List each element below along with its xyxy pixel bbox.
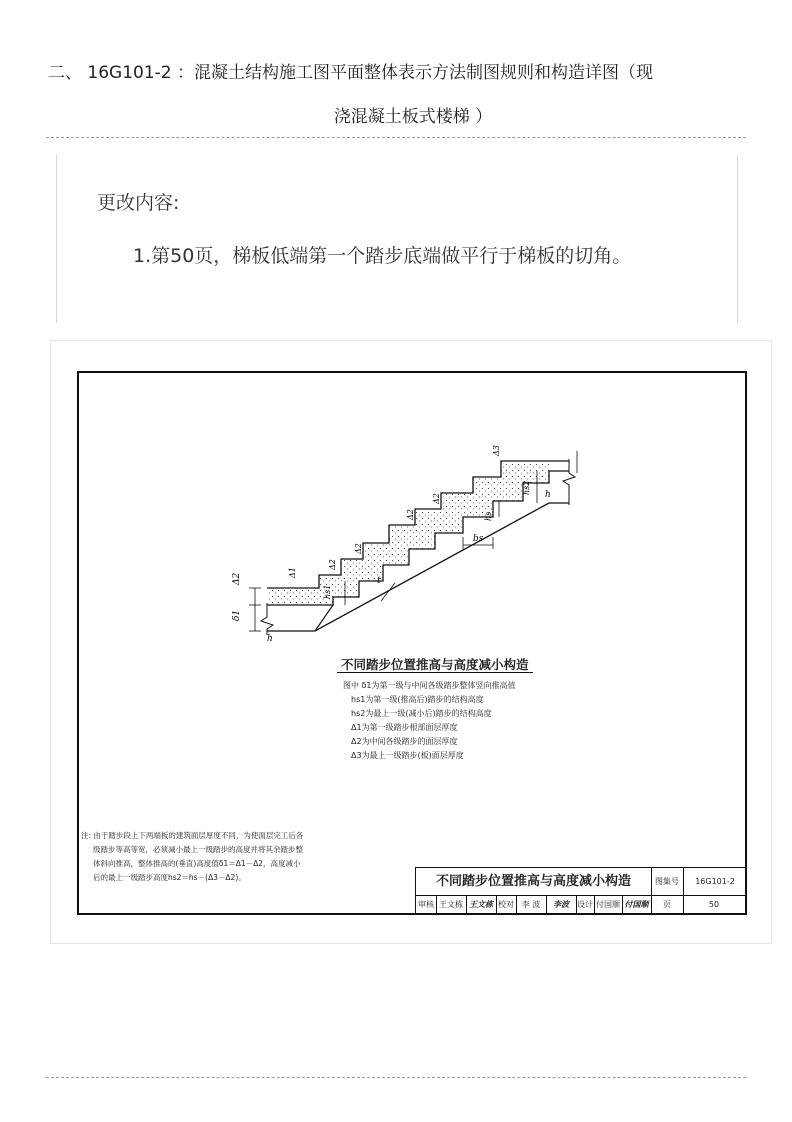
dashed-divider-bottom	[46, 1077, 746, 1078]
atlas-number: 16G101-2	[695, 877, 735, 886]
page-heading	[48, 58, 748, 132]
checker-name: 李 波	[516, 895, 547, 914]
check-label: 校对	[496, 895, 517, 914]
dim-d2-1: Δ2	[328, 559, 337, 570]
change-notice-box	[56, 155, 738, 323]
drawing-sheet	[77, 371, 747, 915]
dim-delta2-left: Δ2	[232, 572, 242, 585]
designer-name: 付国顺	[594, 895, 623, 914]
finish-layer	[269, 461, 549, 605]
heading-line-1: 二、 16G101-2 ：混凝土结构施工图平面整体表示方法制图规则和构造详图（现	[48, 63, 654, 83]
break-line-right	[563, 459, 575, 505]
dim-hs1: hs1	[323, 584, 332, 599]
dim-d3: Δ3	[492, 445, 501, 456]
checker-signature: 李波	[546, 895, 577, 914]
break-line-left	[261, 603, 273, 635]
dim-d2-4: Δ2	[432, 493, 441, 504]
dim-h-left: h	[267, 634, 273, 644]
page-label: 页	[651, 895, 684, 914]
note-line: 后的最上一级踏步高度hs2＝hs－(Δ3－Δ2)。	[93, 873, 246, 882]
design-label: 设计	[576, 895, 595, 914]
low-end-chamfer	[315, 605, 333, 631]
legend-line: Δ2为中间各级踏步的面层厚度	[351, 737, 458, 746]
dim-d2-3: Δ2	[406, 509, 415, 520]
note-line: 体斜向推高，整体推高的(垂直)高度值δ1＝Δ1－Δ2，高度减小	[93, 859, 301, 868]
caption-underline	[337, 672, 533, 673]
dim-bs: bs	[473, 534, 484, 544]
note-line: 级踏步等高等宽，必须减小最上一级踏步的高度并将其余踏步整	[93, 845, 303, 854]
designer-signature: 付国顺	[622, 895, 652, 914]
scanned-drawing-frame	[50, 340, 772, 944]
legend-line: Δ3为最上一级踏步(板)面层厚度	[351, 751, 464, 760]
dim-d2-2: Δ2	[354, 543, 363, 554]
figure-caption: 不同踏步位置推高与高度减小构造	[341, 657, 529, 672]
figure-legend	[343, 679, 516, 763]
reviewer-signature: 王文栋	[466, 895, 497, 914]
title-block-row-2	[416, 895, 746, 914]
title-block-title: 不同踏步位置推高与高度减小构造	[416, 868, 652, 895]
change-item: 1.第50页，梯板低端第一个踏步底端做平行于梯板的切角。	[133, 245, 632, 267]
legend-line: Δ1为第一级踏步根部面层厚度	[351, 723, 458, 732]
dim-delta1-small: δ1	[232, 609, 242, 621]
title-block	[415, 867, 746, 914]
dim-hs2: hs2	[522, 480, 531, 495]
note-line: 注: 由于踏步段上下两端板的建筑面层厚度不同，为使面层完工后各	[81, 831, 304, 840]
legend-line: hs2为最上一级(减小后)踏步的结构高度	[351, 709, 492, 718]
dim-h-right: h	[545, 490, 551, 500]
page-number: 50	[708, 900, 720, 909]
dim-hs: hs	[484, 511, 493, 521]
reviewer-name: 王文栋	[436, 895, 467, 914]
heading-line-2: 浇混凝土板式楼梯 ）	[333, 107, 493, 127]
change-title: 更改内容:	[97, 192, 180, 214]
title-block-row-1	[416, 868, 746, 896]
drawing-note	[81, 829, 379, 885]
dim-d1: Δ1	[288, 567, 297, 578]
legend-line: hs1为第一级(推高后)踏步的结构高度	[351, 695, 484, 704]
dashed-divider-top	[46, 137, 746, 138]
atlas-label: 图集号	[651, 868, 684, 895]
dim-t: t	[377, 576, 381, 586]
review-label: 审核	[416, 895, 437, 914]
legend-line: 图中 δ1为第一级与中间各级踏步整体竖向推高值	[343, 681, 516, 690]
